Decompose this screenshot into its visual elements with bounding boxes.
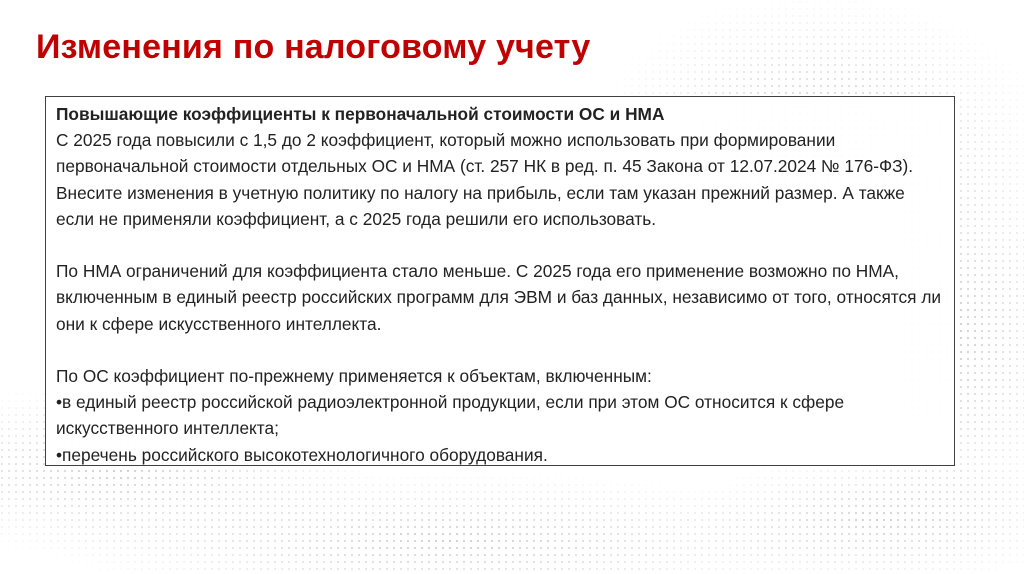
bullet-item-hightech-equipment: •перечень российского высокотехнологичного оборудования. [56, 444, 548, 465]
section-heading: Повышающие коэффициенты к первоначальной стоимости ОС и НМА [56, 104, 665, 124]
paragraph-os: По ОС коэффициент по-прежнему применяется к объектам, включенным: [56, 366, 652, 386]
content-box [45, 96, 955, 466]
spacer [56, 337, 944, 363]
spacer [56, 232, 944, 258]
slide-title: Изменения по налоговому учету [36, 28, 591, 66]
paragraph-nma: По НМА ограничений для коэффициента стало меньше. С 2025 года его применение возможно по НМА, включенным в единый реестр российских программ для ЭВМ и баз данных, независимо от того, относятся ли они к сфере искусственного интеллекта. [56, 261, 942, 334]
paragraph-coefficient-increase: С 2025 года повысили с 1,5 до 2 коэффициент, который можно использовать при формировании первоначальной стоимости отдельных ОС и НМА (ст. 257 НК в ред. п. 45 Закона от 12.07.2024 № 176-ФЗ). Внесите изменения в учетную политику по налогу на прибыль, если там указан прежний размер. А также если не применяли коэффициент, а с 2025 года решили его использовать. [56, 130, 914, 229]
bullet-item-electronics-registry: •в единый реестр российской радиоэлектронной продукции, если при этом ОС относится к сфере искусственного интеллекта; [56, 392, 845, 439]
